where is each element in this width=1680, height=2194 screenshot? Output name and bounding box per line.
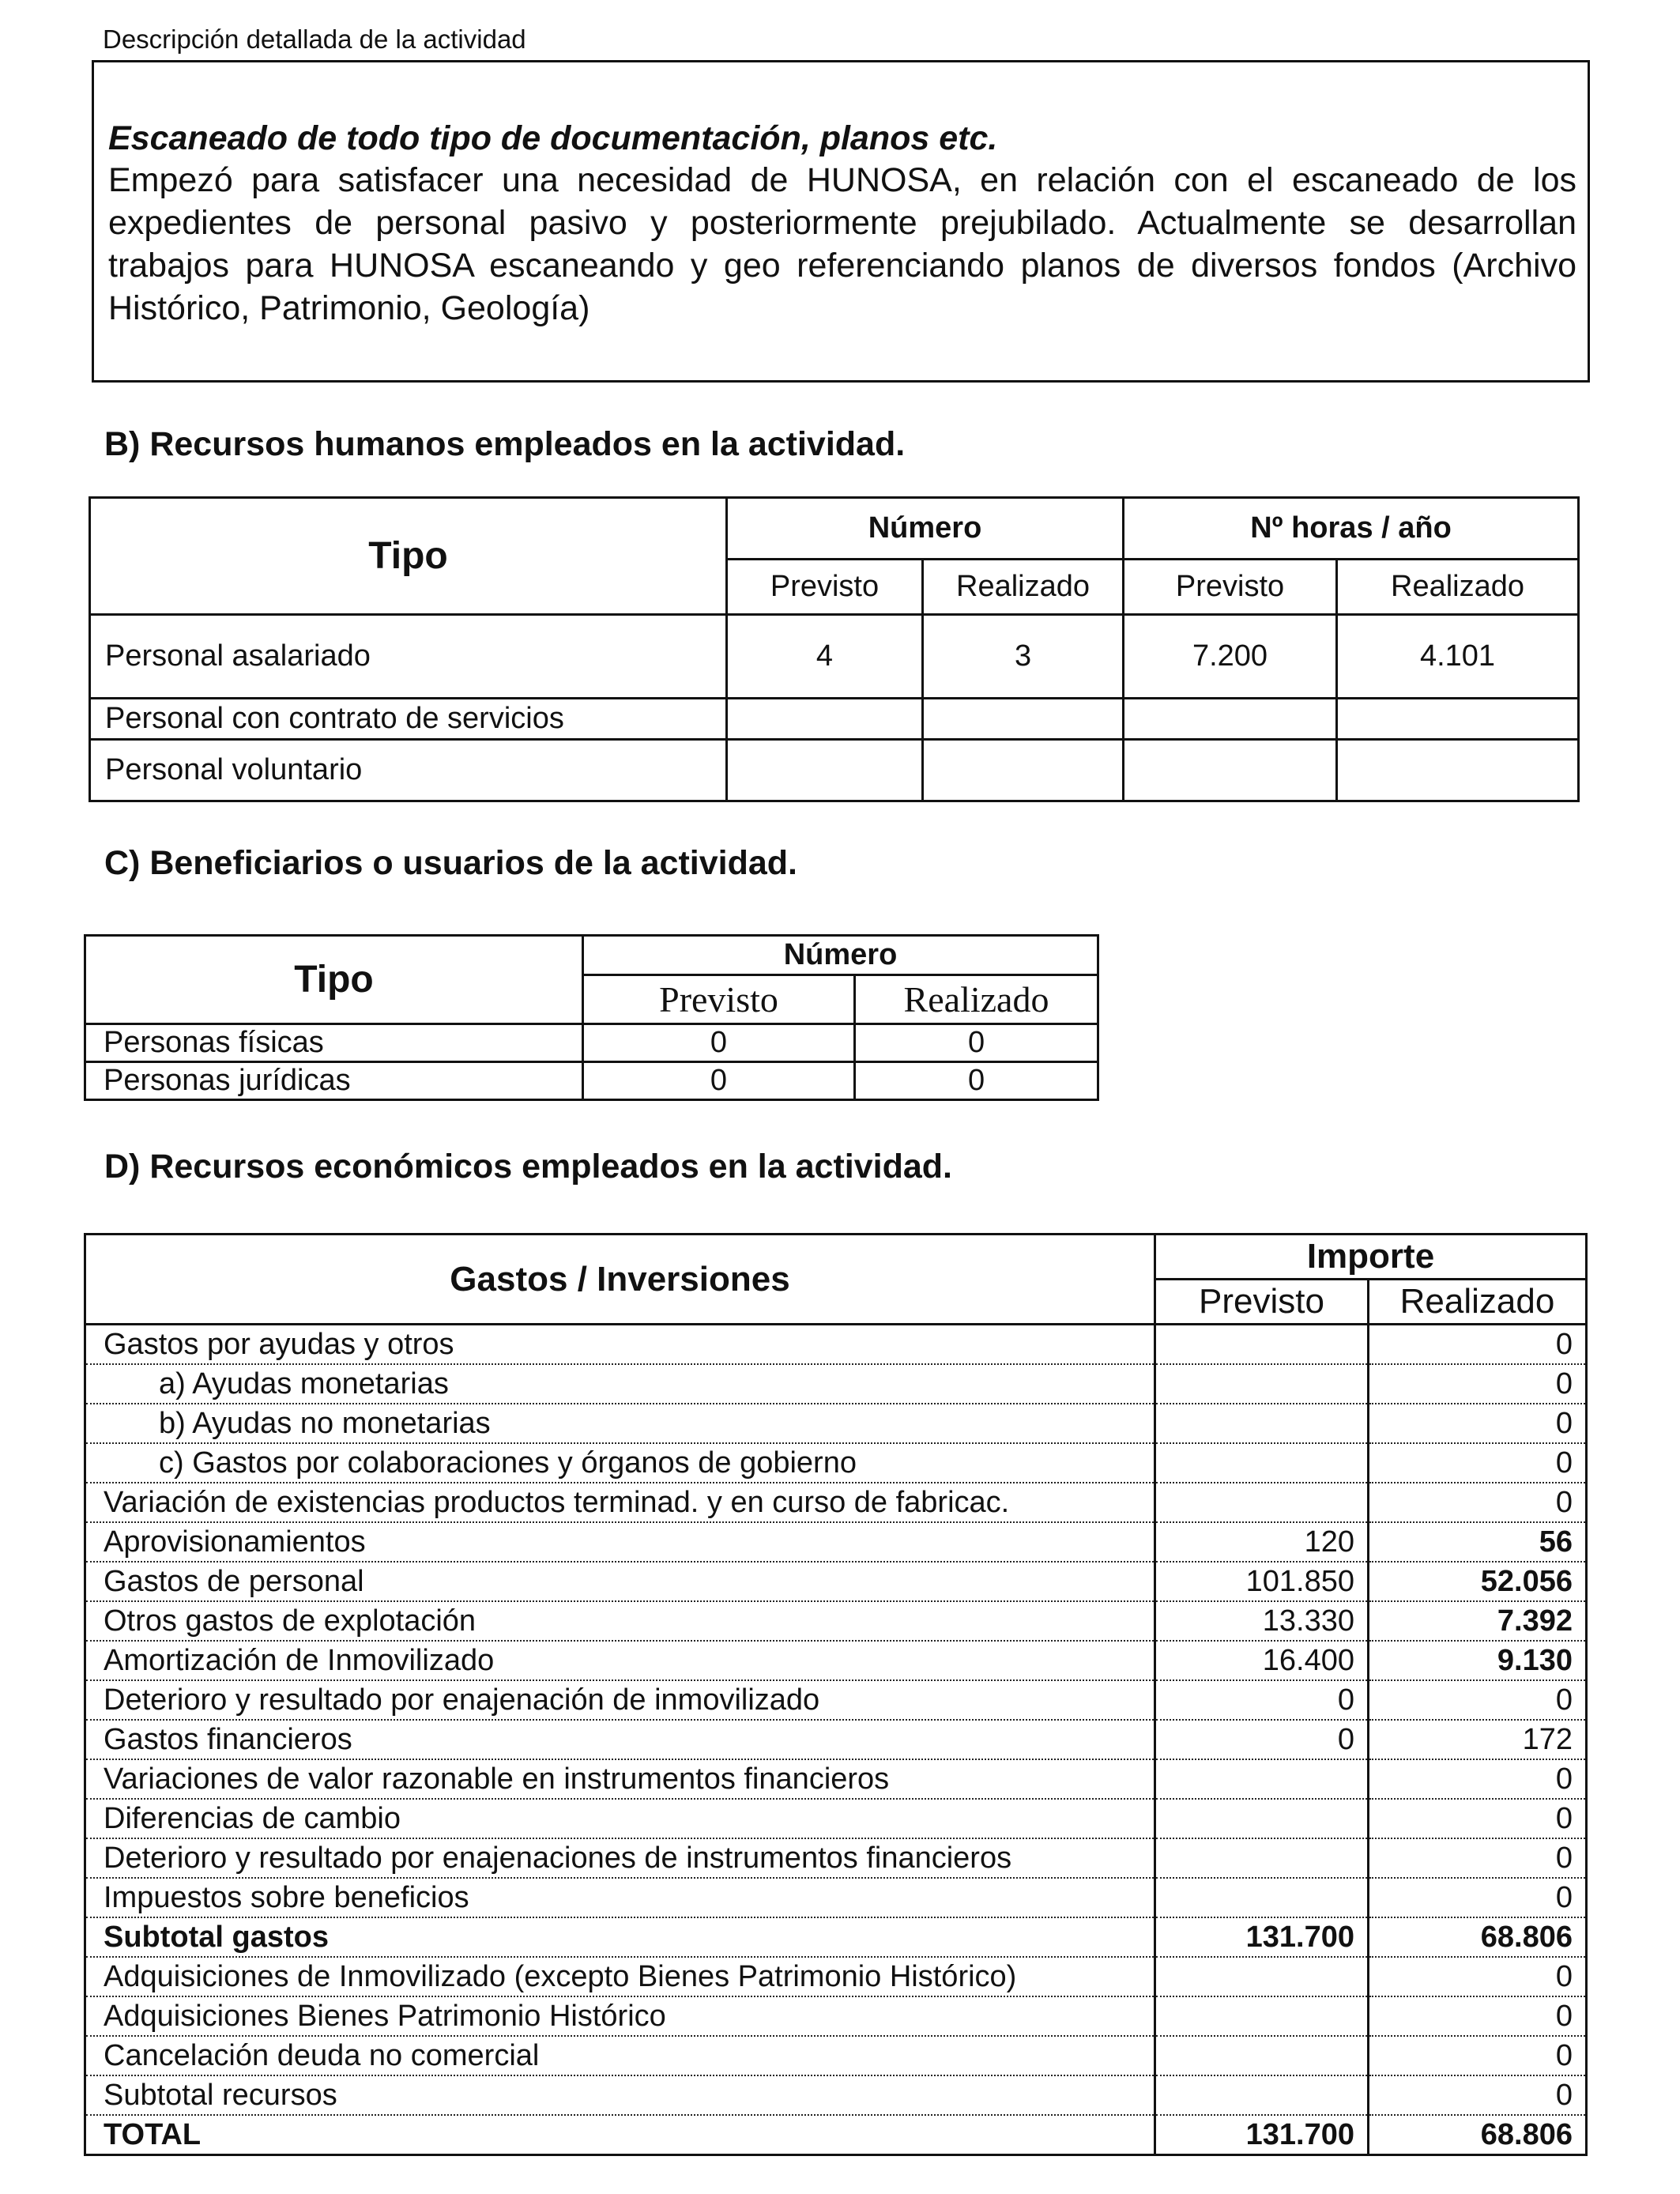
cell-previsto bbox=[1155, 1799, 1369, 1838]
row-label: c) Gastos por colaboraciones y órganos de gobierno bbox=[85, 1443, 1155, 1483]
cell-realizado: 0 bbox=[1369, 1404, 1587, 1443]
table-row bbox=[85, 1680, 1587, 1720]
cell-previsto: 0 bbox=[1155, 1720, 1369, 1759]
table-row bbox=[85, 1996, 1587, 2036]
row-label: Variaciones de valor razonable en instrumentos financieros bbox=[85, 1759, 1155, 1799]
row-label: Subtotal gastos bbox=[85, 1917, 1155, 1957]
sub-previsto-header: Previsto bbox=[1124, 560, 1337, 615]
row-label: Gastos de personal bbox=[85, 1562, 1155, 1601]
cell-hrs-prev bbox=[1124, 699, 1337, 740]
row-label: TOTAL bbox=[85, 2115, 1155, 2155]
table-row bbox=[85, 2115, 1587, 2155]
table-row bbox=[85, 1364, 1587, 1404]
table-row bbox=[85, 1917, 1587, 1957]
cell-realizado: 52.056 bbox=[1369, 1562, 1587, 1601]
cell-realizado: 0 bbox=[1369, 1483, 1587, 1522]
sub-previsto-header: Previsto bbox=[727, 560, 923, 615]
cell-realizado: 0 bbox=[1369, 1878, 1587, 1917]
row-label: Adquisiciones de Inmovilizado (excepto Bienes Patrimonio Histórico) bbox=[85, 1957, 1155, 1996]
cell-realizado: 0 bbox=[1369, 1325, 1587, 1365]
cell-previsto: 120 bbox=[1155, 1522, 1369, 1562]
table-row bbox=[85, 1522, 1587, 1562]
group-numero-header: Número bbox=[727, 498, 1124, 560]
table-row bbox=[85, 1024, 1098, 1062]
table-row bbox=[85, 1799, 1587, 1838]
row-label: Amortización de Inmovilizado bbox=[85, 1641, 1155, 1680]
row-label: Personas jurídicas bbox=[85, 1062, 583, 1100]
table-row bbox=[85, 1443, 1587, 1483]
table-row bbox=[85, 1641, 1587, 1680]
row-label: Otros gastos de explotación bbox=[85, 1601, 1155, 1641]
row-label: Personal con contrato de servicios bbox=[90, 699, 727, 740]
row-label: Personas físicas bbox=[85, 1024, 583, 1062]
table-row bbox=[85, 1720, 1587, 1759]
cell-hrs-real: 4.101 bbox=[1337, 615, 1579, 699]
table-row bbox=[85, 2036, 1587, 2075]
table-row bbox=[85, 1601, 1587, 1641]
cell-realizado: 0 bbox=[1369, 1799, 1587, 1838]
cell-real: 0 bbox=[855, 1062, 1098, 1100]
cell-realizado: 0 bbox=[1369, 1759, 1587, 1799]
col-main-header: Gastos / Inversiones bbox=[85, 1235, 1155, 1325]
row-label: Cancelación deuda no comercial bbox=[85, 2036, 1155, 2075]
cell-previsto bbox=[1155, 1364, 1369, 1404]
cell-hrs-real bbox=[1337, 740, 1579, 801]
cell-previsto bbox=[1155, 2036, 1369, 2075]
cell-previsto bbox=[1155, 1957, 1369, 1996]
table-row bbox=[90, 740, 1579, 801]
cell-num-real bbox=[923, 740, 1124, 801]
cell-previsto: 16.400 bbox=[1155, 1641, 1369, 1680]
cell-realizado: 172 bbox=[1369, 1720, 1587, 1759]
row-label: Personal asalariado bbox=[90, 615, 727, 699]
cell-num-real bbox=[923, 699, 1124, 740]
cell-realizado: 7.392 bbox=[1369, 1601, 1587, 1641]
cell-hrs-prev: 7.200 bbox=[1124, 615, 1337, 699]
human-resources-table bbox=[89, 496, 1580, 802]
sub-realizado-header: Realizado bbox=[855, 975, 1098, 1024]
cell-previsto: 101.850 bbox=[1155, 1562, 1369, 1601]
section-b-title: B) Recursos humanos empleados en la actividad. bbox=[104, 425, 906, 463]
cell-num-prev bbox=[727, 699, 923, 740]
table-row bbox=[85, 1562, 1587, 1601]
cell-prev: 0 bbox=[583, 1024, 855, 1062]
row-label: Variación de existencias productos terminad. y en curso de fabricac. bbox=[85, 1483, 1155, 1522]
row-label: Deterioro y resultado por enajenación de inmovilizado bbox=[85, 1680, 1155, 1720]
beneficiaries-table bbox=[84, 934, 1099, 1101]
group-importe-header: Importe bbox=[1155, 1235, 1587, 1280]
section-caption: Descripción detallada de la actividad bbox=[103, 25, 526, 54]
col-tipo-header: Tipo bbox=[85, 936, 583, 1024]
sub-realizado-header: Realizado bbox=[1369, 1280, 1587, 1325]
row-label: Impuestos sobre beneficios bbox=[85, 1878, 1155, 1917]
cell-hrs-prev bbox=[1124, 740, 1337, 801]
cell-realizado: 0 bbox=[1369, 1957, 1587, 1996]
section-d-title: D) Recursos económicos empleados en la actividad. bbox=[104, 1148, 952, 1186]
cell-realizado: 0 bbox=[1369, 2075, 1587, 2115]
description-body: Empezó para satisfacer una necesidad de HUNOSA, en relación con el escaneado de los expedientes de personal pasivo y posteriormente prejubilado. Actualmente se desarrollan trabajos para HUNOSA escaneando y geo referenciando planos de diversos fondos (Archivo Histórico, Patrimonio, Geología) bbox=[108, 161, 1576, 327]
cell-previsto bbox=[1155, 2075, 1369, 2115]
cell-num-real: 3 bbox=[923, 615, 1124, 699]
cell-previsto bbox=[1155, 1404, 1369, 1443]
cell-previsto: 0 bbox=[1155, 1680, 1369, 1720]
cell-previsto bbox=[1155, 1838, 1369, 1878]
table-row bbox=[85, 2075, 1587, 2115]
cell-realizado: 68.806 bbox=[1369, 1917, 1587, 1957]
cell-previsto: 131.700 bbox=[1155, 2115, 1369, 2155]
cell-hrs-real bbox=[1337, 699, 1579, 740]
cell-realizado: 9.130 bbox=[1369, 1641, 1587, 1680]
cell-previsto bbox=[1155, 1996, 1369, 2036]
table-row bbox=[85, 1878, 1587, 1917]
table-row bbox=[85, 1404, 1587, 1443]
cell-realizado: 68.806 bbox=[1480, 2118, 1573, 2151]
col-tipo-header: Tipo bbox=[90, 498, 727, 615]
row-label: Adquisiciones Bienes Patrimonio Histórico bbox=[85, 1996, 1155, 2036]
cell-previsto bbox=[1155, 1325, 1369, 1365]
table-row bbox=[85, 1838, 1587, 1878]
table-row bbox=[85, 1759, 1587, 1799]
sub-previsto-header: Previsto bbox=[1155, 1280, 1369, 1325]
row-label: Personal voluntario bbox=[90, 740, 727, 801]
cell-prev: 0 bbox=[583, 1062, 855, 1100]
economic-resources-table bbox=[84, 1233, 1588, 2156]
cell-realizado: 0 bbox=[1369, 1996, 1587, 2036]
row-label: a) Ayudas monetarias bbox=[85, 1364, 1155, 1404]
row-label: Diferencias de cambio bbox=[85, 1799, 1155, 1838]
cell-previsto bbox=[1155, 1483, 1369, 1522]
group-horas-header: Nº horas / año bbox=[1124, 498, 1579, 560]
cell-real: 0 bbox=[855, 1024, 1098, 1062]
cell-num-prev: 4 bbox=[727, 615, 923, 699]
sub-realizado-header: Realizado bbox=[923, 560, 1124, 615]
row-label: Gastos financieros bbox=[85, 1720, 1155, 1759]
row-label: Gastos por ayudas y otros bbox=[85, 1325, 1155, 1365]
cell-previsto: 13.330 bbox=[1155, 1601, 1369, 1641]
table-row bbox=[90, 699, 1579, 740]
cell-realizado: 0 bbox=[1369, 2036, 1587, 2075]
table-row bbox=[85, 1957, 1587, 1996]
table-row bbox=[90, 615, 1579, 699]
cell-realizado: 0 bbox=[1369, 1364, 1587, 1404]
sub-realizado-header: Realizado bbox=[1337, 560, 1579, 615]
section-c-title: C) Beneficiarios o usuarios de la actividad. bbox=[104, 844, 797, 882]
table-row bbox=[85, 1062, 1098, 1100]
cell-previsto bbox=[1155, 1759, 1369, 1799]
cell-previsto bbox=[1155, 1443, 1369, 1483]
cell-realizado: 0 bbox=[1369, 1443, 1587, 1483]
cell-previsto bbox=[1155, 1878, 1369, 1917]
table-row bbox=[85, 1325, 1587, 1365]
cell-realizado: 56 bbox=[1369, 1522, 1587, 1562]
cell-realizado: 0 bbox=[1369, 1838, 1587, 1878]
group-numero-header: Número bbox=[583, 936, 1098, 975]
cell-realizado: 0 bbox=[1369, 1680, 1587, 1720]
description-box bbox=[92, 60, 1590, 383]
cell-previsto: 131.700 bbox=[1155, 1917, 1369, 1957]
table-row bbox=[85, 1483, 1587, 1522]
row-label: b) Ayudas no monetarias bbox=[85, 1404, 1155, 1443]
description-title: Escaneado de todo tipo de documentación, planos etc. bbox=[108, 119, 998, 157]
row-label: Deterioro y resultado por enajenaciones de instrumentos financieros bbox=[85, 1838, 1155, 1878]
sub-previsto-header: Previsto bbox=[583, 975, 855, 1024]
row-label: Aprovisionamientos bbox=[85, 1522, 1155, 1562]
cell-num-prev bbox=[727, 740, 923, 801]
row-label: Subtotal recursos bbox=[85, 2075, 1155, 2115]
economic-rows bbox=[85, 1325, 1587, 2155]
